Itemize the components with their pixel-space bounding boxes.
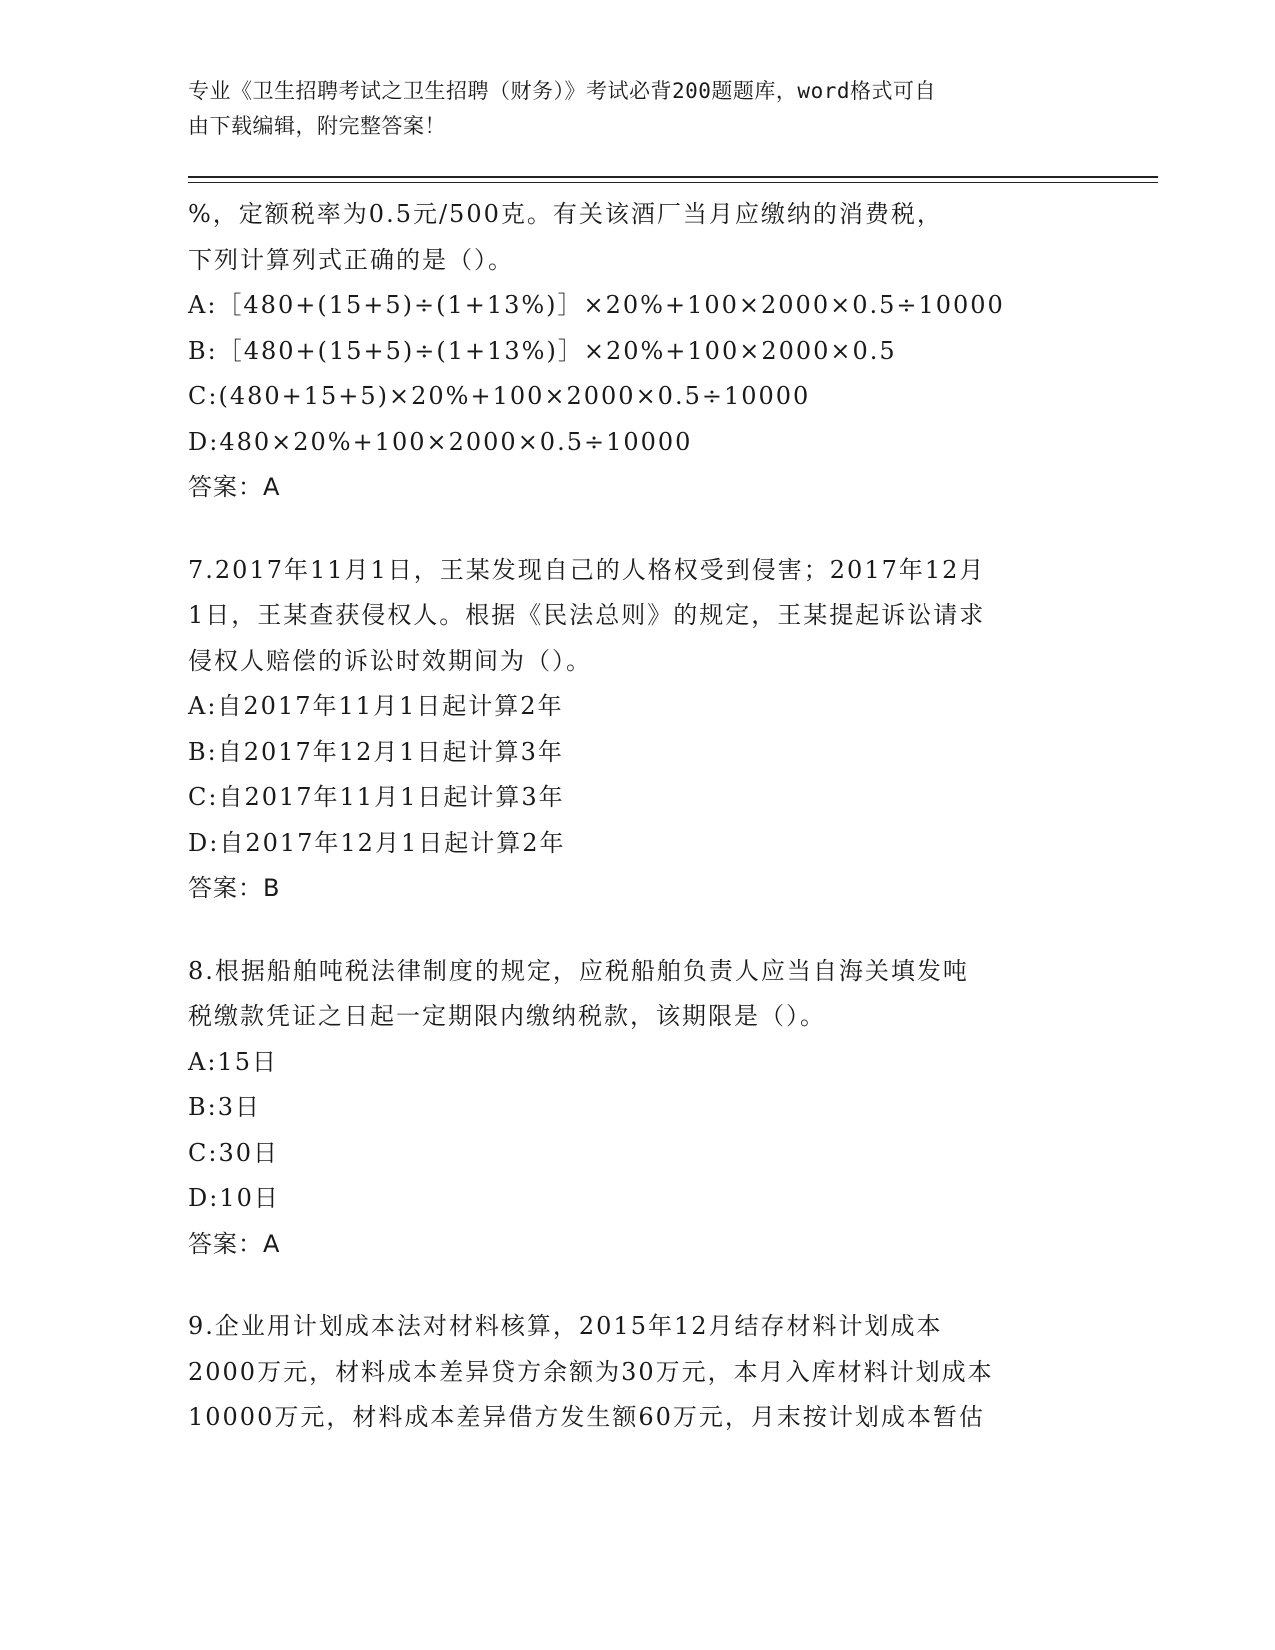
- option-a: A:自2017年11月1日起计算2年: [188, 692, 564, 720]
- document-header: [188, 74, 1068, 144]
- question-stem-line: 1日，王某查获侵权人。根据《民法总则》的规定，王某提起诉讼请求: [188, 601, 986, 629]
- option-c: C:30日: [188, 1138, 279, 1167]
- question-stem-line: %，定额税率为0.5元/500克。有关该酒厂当月应缴纳的消费税，: [188, 200, 943, 228]
- question-stem-line: 侵权人赔偿的诉讼时效期间为（）。: [188, 646, 592, 675]
- option-b: B:自2017年12月1日起计算3年: [188, 737, 564, 766]
- option-c: C:(480+15+5)×20%+100×2000×0.5÷10000: [188, 382, 811, 410]
- question-stem-line: 9.企业用计划成本法对材料核算，2015年12月结存材料计划成本: [188, 1312, 943, 1340]
- option-b: B:［480+(15+5)÷(1+13%)］×20%+100×2000×0.5: [188, 336, 897, 365]
- question-stem-line: 8.根据船舶吨税法律制度的规定，应税船舶负责人应当自海关填发吨: [188, 956, 969, 985]
- answer-line: 答案：A: [188, 473, 281, 501]
- option-d: D:480×20%+100×2000×0.5÷10000: [188, 427, 693, 456]
- header-divider-thick: [188, 176, 1158, 178]
- question-8: [188, 949, 1088, 1268]
- option-b: B:3日: [188, 1093, 261, 1121]
- question-spacer: [188, 511, 1088, 548]
- header-line-1: 专业《卫生招聘考试之卫生招聘（财务）》考试必背200题题库，word格式可自: [188, 79, 936, 103]
- question-spacer: [188, 912, 1088, 949]
- question-stem-line: 7.2017年11月1日，王某发现自己的人格权受到侵害；2017年12月: [188, 555, 986, 584]
- option-a: A:15日: [188, 1047, 278, 1076]
- option-d: D:10日: [188, 1184, 280, 1212]
- question-stem-line: 10000万元，材料成本差异借方发生额60万元，月末按计划成本暂估: [188, 1403, 985, 1431]
- document-body: [188, 192, 1088, 1441]
- answer-line: 答案：B: [188, 874, 281, 902]
- header-divider-thin: [188, 182, 1158, 183]
- question-spacer: [188, 1267, 1088, 1304]
- question-9: [188, 1304, 1088, 1441]
- option-a: A:［480+(15+5)÷(1+13%)］×20%+100×2000×0.5÷10000: [188, 291, 1005, 319]
- question-stem-line: 2000万元，材料成本差异贷方余额为30万元，本月入库材料计划成本: [188, 1357, 994, 1386]
- question-7: [188, 548, 1088, 912]
- question-6: [188, 192, 1088, 511]
- answer-line: 答案：A: [188, 1229, 281, 1258]
- question-stem-line: 下列计算列式正确的是（）。: [188, 245, 514, 274]
- question-stem-line: 税缴款凭证之日起一定期限内缴纳税款，该期限是（）。: [188, 1002, 826, 1030]
- option-c: C:自2017年11月1日起计算3年: [188, 783, 565, 811]
- option-d: D:自2017年12月1日起计算2年: [188, 828, 566, 857]
- header-line-2: 由下载编辑，附完整答案！: [188, 114, 446, 138]
